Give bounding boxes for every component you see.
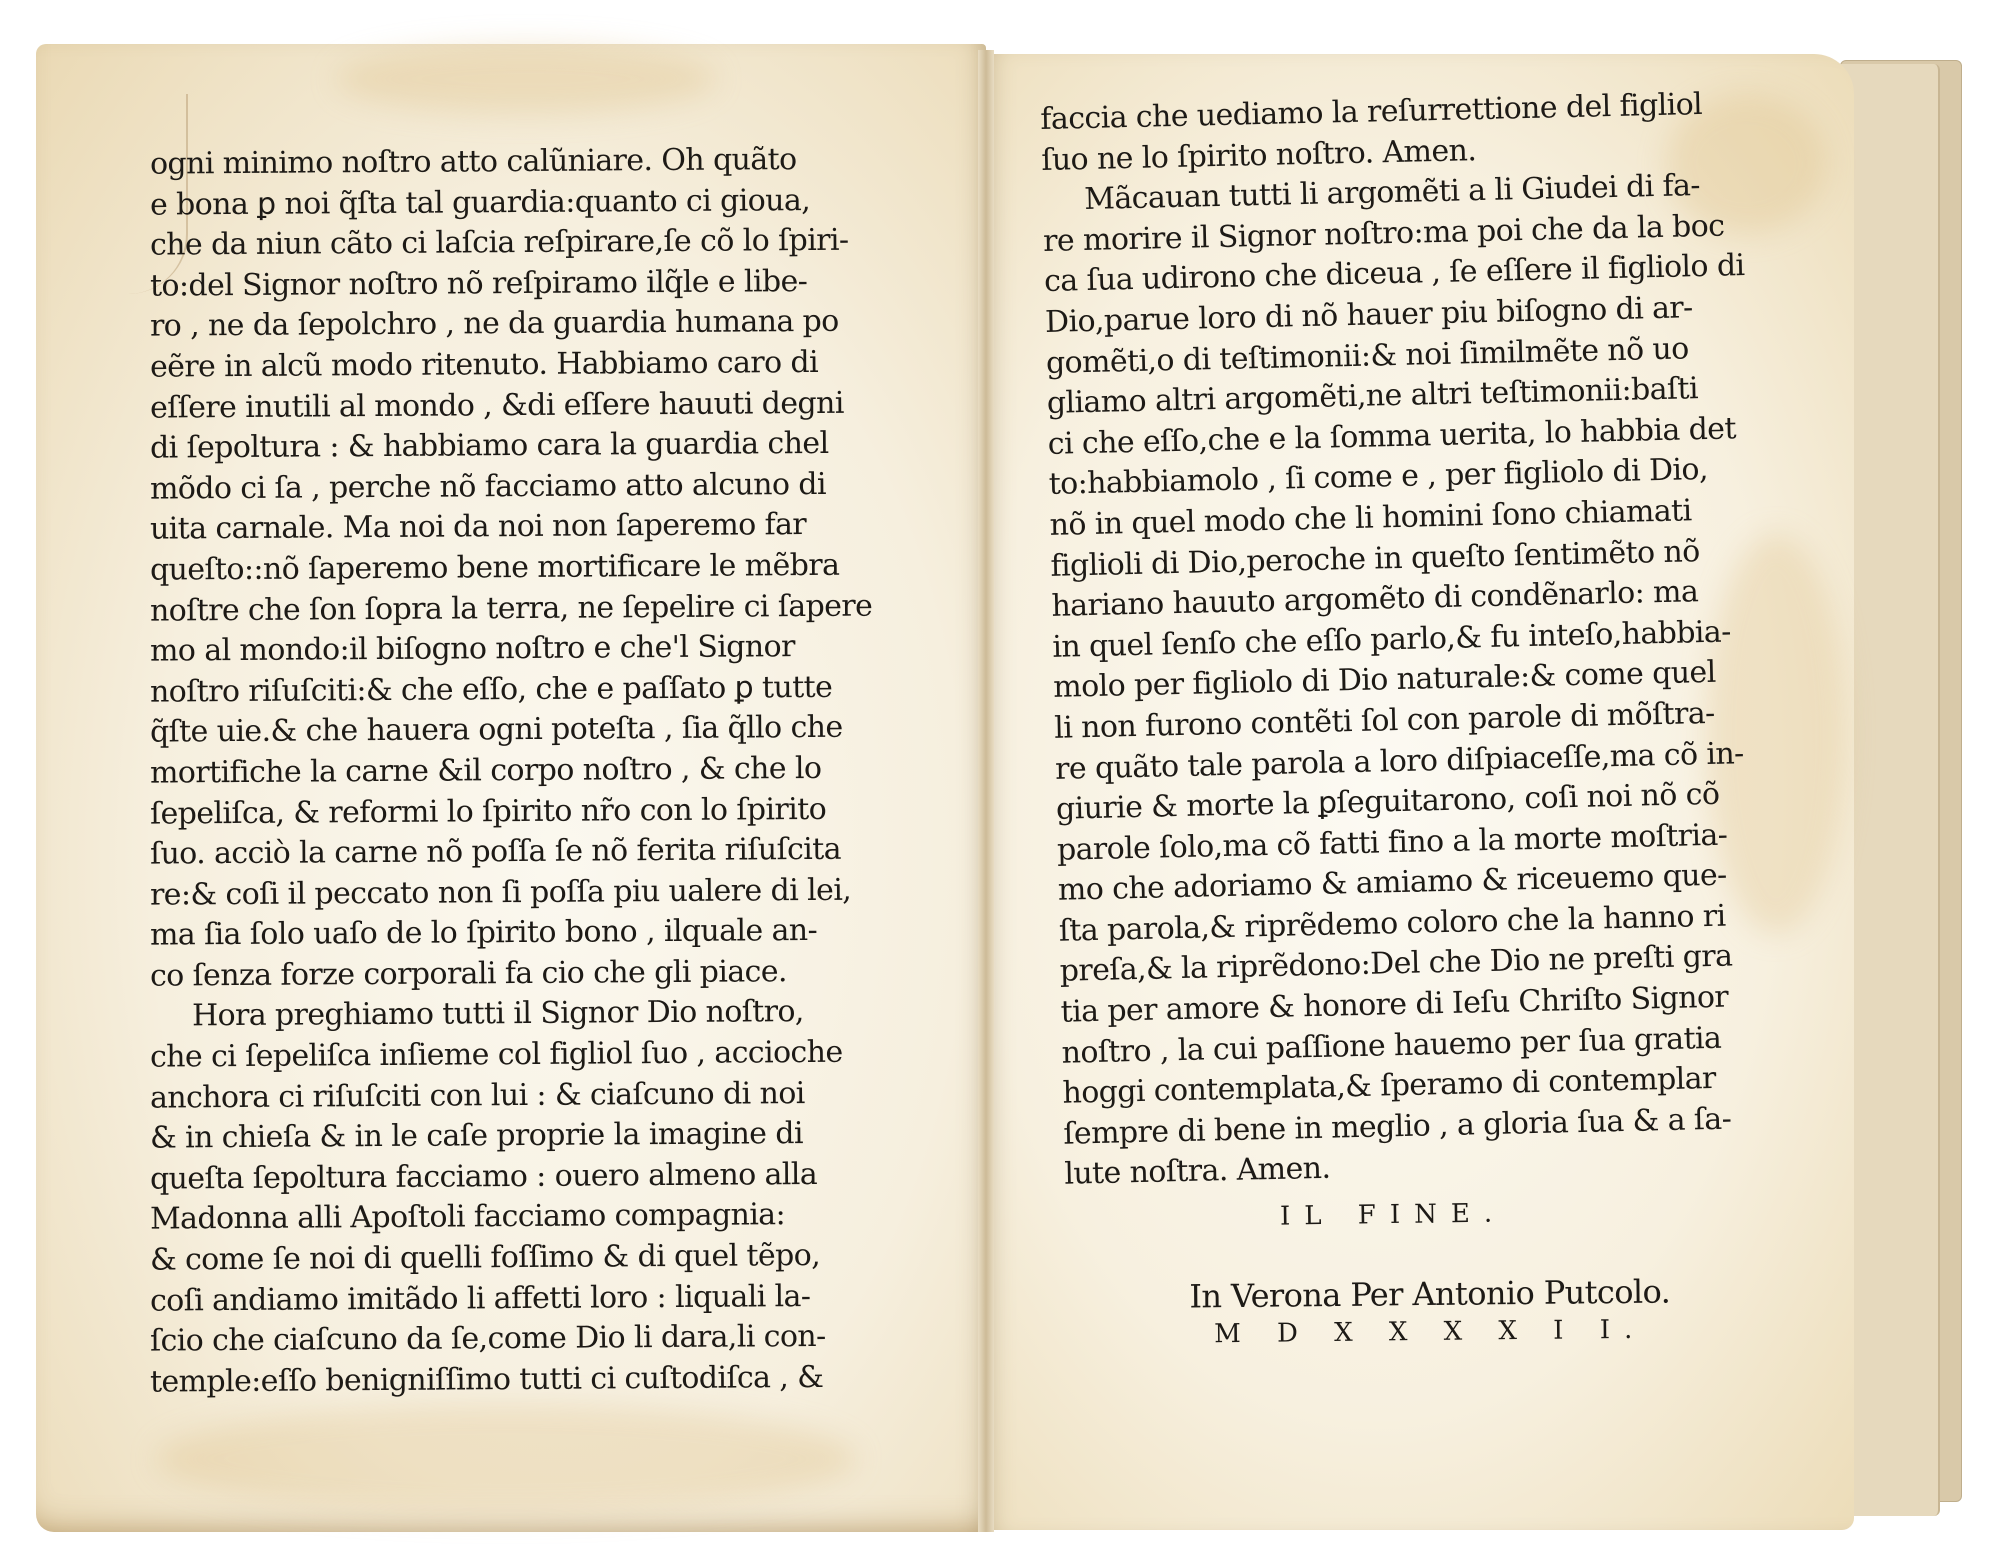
- left-page-text: [150, 142, 900, 1400]
- stain: [156, 1404, 856, 1514]
- text-line: ca ſua udirono che diceua , ſe eſſere il figliolo di: [1043, 248, 1745, 300]
- text-line: co ſenza forze corporali fa cio che gli piace.: [149, 954, 787, 994]
- text-line: & come ſe noi di quelli foſſimo & di quel tẽpo,: [149, 1237, 821, 1278]
- text-line: & in chieſa & in le caſe proprie la imagine di: [149, 1116, 804, 1156]
- text-line: ſempre di bene in meglio , a gloria ſua & a ſa-: [1063, 1101, 1732, 1152]
- text-line: ro , ne da ſepolchro , ne da guardia humana po: [149, 304, 839, 344]
- text-line: preſa,& la riprẽdono:Del che Dio ne preſti gra: [1059, 938, 1733, 990]
- text-line: uita carnale. Ma noi da noi non ſaperemo far: [149, 507, 807, 547]
- text-line: e bona ꝑ noi q̃ſta tal guardia:quanto ci gioua,: [149, 182, 811, 223]
- text-line: temple:eſſo benigniſſimo tutti ci cuſtodiſca , &: [149, 1359, 824, 1400]
- text-line: lute noſtra. Amen.: [1063, 1151, 1331, 1193]
- text-line: ſta parola,& riprẽdemo coloro che la hanno ri: [1058, 898, 1726, 949]
- text-line: coſi andiamo imitãdo li affetti loro : liquali la-: [149, 1278, 811, 1319]
- text-line: che da niun cãto ci laſcia reſpirare,ſe cõ lo ſpiri-: [149, 222, 849, 263]
- text-line: mõdo ci ſa , perche nõ facciamo atto alcuno di: [149, 466, 827, 507]
- text-line: Madonna alli Apoſtoli facciamo compagnia:: [149, 1197, 786, 1238]
- text-line: gliamo altri argomẽti,ne altri teſtimonii:baſti: [1046, 371, 1699, 422]
- text-line: anchora ci riſuſciti con lui : & ciaſcuno di noi: [149, 1075, 805, 1116]
- text-line: hoggi contemplata,& ſperamo di contemplar: [1062, 1061, 1717, 1111]
- end-mark: IL FINE.: [1279, 1198, 1507, 1232]
- book-spine-gutter: [978, 50, 994, 1532]
- text-line: Dio,parue loro di nõ hauer piu biſogno di ar-: [1044, 290, 1694, 340]
- text-line: ci che eſſo,che e la ſomma uerita, lo habbia det: [1047, 411, 1737, 462]
- text-line: to:habbiamolo , ſi come e , per figliolo di Dio,: [1048, 452, 1709, 503]
- text-line: hariano hauuto argomẽto di condẽnarlo: ma: [1051, 574, 1699, 624]
- text-line: ogni minimo noſtro atto calũniare. Oh quãto: [149, 142, 797, 182]
- text-line: re morire il Signor noſtro:ma poi che da la boc: [1042, 208, 1725, 259]
- text-line: noſtre che ſon ſopra la terra, ne ſepelire ci ſapere: [149, 588, 873, 629]
- text-line: re:& coſi il peccato non ſi poſſa piu ualere di lei,: [149, 872, 852, 913]
- text-line: to:del Signor noſtro nõ reſpiramo ilq̃le e libe-: [149, 263, 808, 304]
- text-line: figlioli di Dio,peroche in queſto ſentimẽto nõ: [1050, 533, 1700, 584]
- text-line: ſuo ne lo ſpirito noſtro. Amen.: [1040, 132, 1477, 178]
- text-line: ma ſia ſolo uaſo de lo ſpirito bono , ilquale an-: [149, 913, 818, 953]
- text-line: tia per amore & honore di Ieſu Chriſto Signor: [1060, 979, 1729, 1030]
- text-line: noſtro riſuſciti:& che eſſo, che e paſſato ꝑ tutte: [149, 669, 833, 710]
- text-line: in quel ſenſo che eſſo parlo,& fu inteſo,habbia-: [1052, 614, 1732, 665]
- text-line: ſepeliſca, & reformi lo ſpirito nr̃o con lo ſpirito: [149, 791, 827, 832]
- text-line: li non furono contẽti ſol con parole di mõſtra-: [1053, 695, 1715, 746]
- right-page-text: [1040, 83, 1825, 1196]
- text-line: ſcio che ciaſcuno da ſe,come Dio li dara,li con-: [149, 1319, 826, 1359]
- text-line: faccia che uediamo la reſurrettione del figliol: [1040, 86, 1703, 137]
- text-line: che ci ſepeliſca inſieme col figliol ſuo , accioche: [149, 1034, 843, 1075]
- text-line: q̃ſte uie.& che hauera ogni poteſta , ſia q̃llo che: [149, 710, 843, 750]
- text-line: di ſepoltura : & habbiamo cara la guardia chel: [149, 426, 829, 466]
- text-line: mortifiche la carne &il corpo noſtro , & che lo: [149, 750, 822, 791]
- text-line: queſto::nõ ſaperemo bene mortificare le mẽbra: [149, 547, 840, 588]
- text-line: eẽre in alcũ modo ritenuto. Habbiamo caro di: [149, 344, 819, 385]
- text-line: eſſere inutili al mondo , &di eſſere hauuti degni: [149, 385, 844, 426]
- text-line: nõ in quel modo che li homini ſono chiamati: [1049, 493, 1692, 543]
- colophon: [1170, 1272, 1691, 1349]
- text-line: molo per figliolo di Dio naturale:& come quel: [1052, 655, 1717, 706]
- colophon-printer: In Verona Per Antonio Putcolo.: [1189, 1272, 1671, 1316]
- text-line: gomẽti,o di teſtimonii:& noi ſimilmẽte nõ uo: [1045, 330, 1690, 381]
- text-line: giurie & morte la ꝑſeguitarono, coſi noi nõ cõ: [1055, 776, 1720, 827]
- text-line: mo che adoriamo & amiamo & riceuemo que-: [1057, 857, 1728, 909]
- colophon-year: M D X X X X I I.: [1213, 1314, 1647, 1350]
- text-line: ſuo. acciò la carne nõ poſſa ſe nõ ferita riſuſcita: [149, 831, 842, 872]
- text-line: Mãcauan tutti li argomẽti a li Giudei di fa-: [1083, 168, 1701, 218]
- text-line: parole ſolo,ma cõ fatti fino a la morte moſtria-: [1056, 817, 1728, 868]
- text-line: queſta ſepoltura facciamo : ouero almeno alla: [149, 1156, 818, 1197]
- text-line: noſtro , la cui paſſione hauemo per ſua gratia: [1061, 1020, 1722, 1071]
- stain: [336, 44, 716, 114]
- text-line: Hora preghiamo tutti il Signor Dio noſtro,: [191, 994, 804, 1034]
- text-line: mo al mondo:il biſogno noſtro e che'l Signor: [149, 629, 795, 669]
- text-line: re quãto tale parola a loro diſpiaceſſe,ma cõ in-: [1054, 735, 1745, 787]
